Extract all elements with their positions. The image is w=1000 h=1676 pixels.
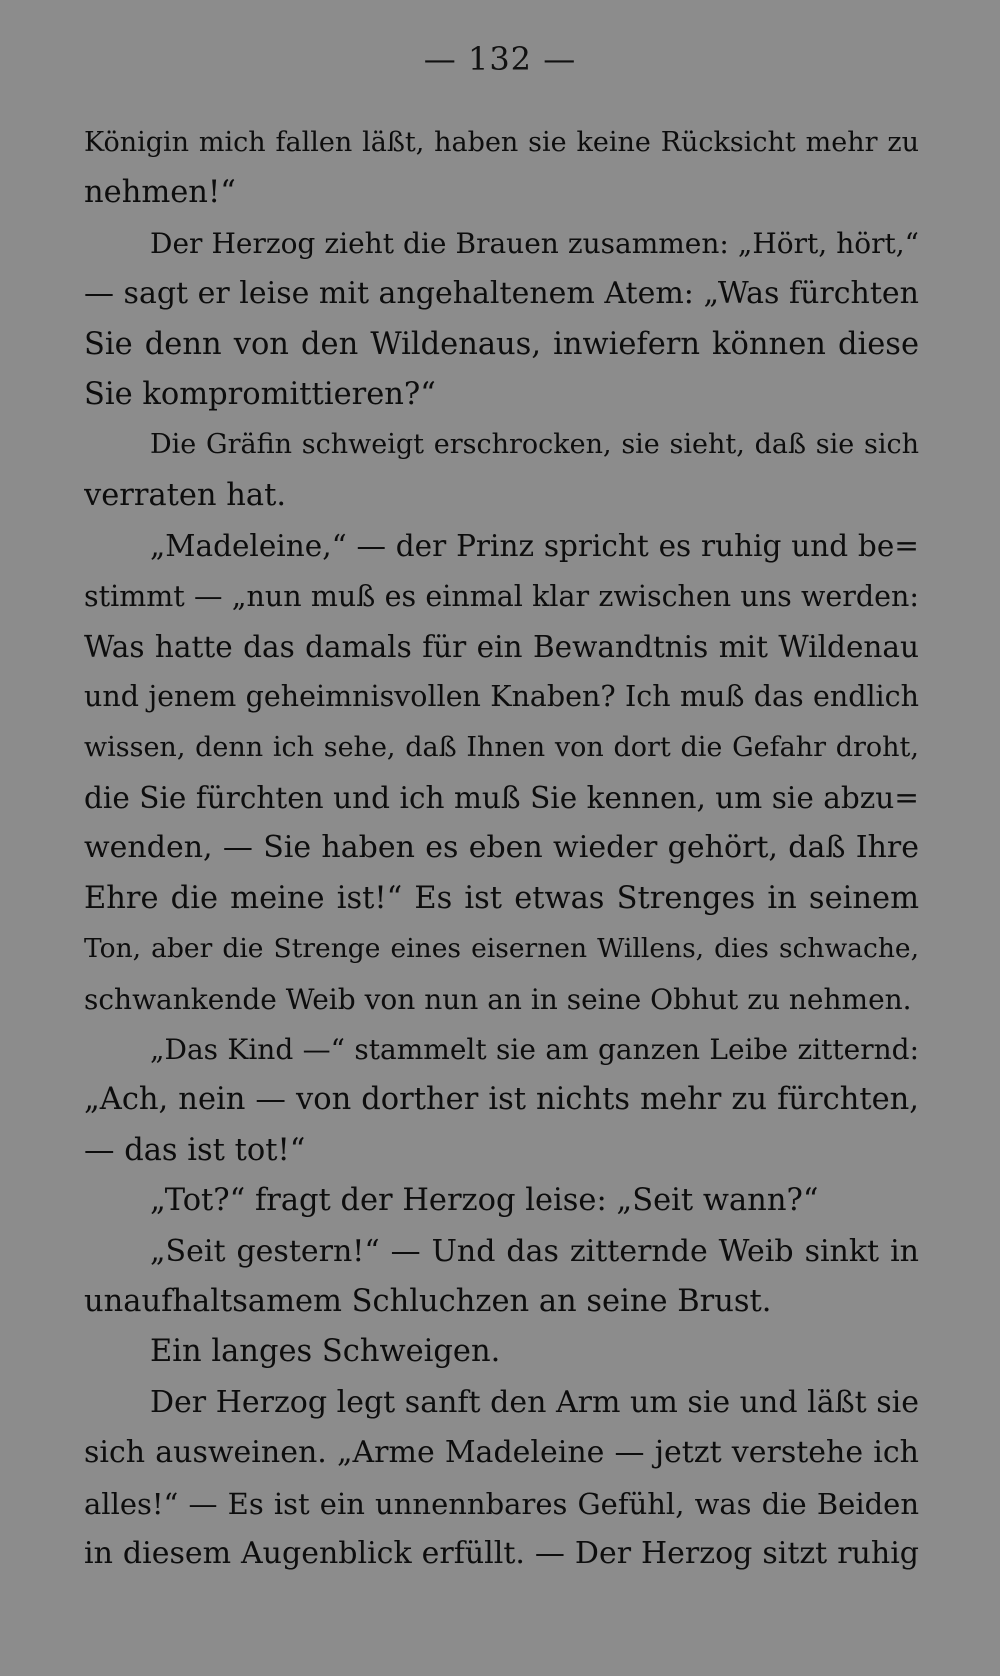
text-line: Ein langes Schweigen. <box>150 1334 501 1370</box>
text-line: „Madeleine,“ — der Prinz spricht es ruhig und be= <box>150 529 919 564</box>
text-line: wissen, denn ich sehe, daß Ihnen von dort die Gefahr droht, <box>84 731 919 763</box>
text-line: Königin mich fallen läßt, haben sie keine Rücksicht mehr zu <box>84 127 919 158</box>
text-line: Der Herzog zieht die Brauen zusammen: „Hört, hört,“ <box>150 226 919 260</box>
text-line: verraten hat. <box>84 477 287 513</box>
text-line: Ton, aber die Strenge eines eisernen Willens, dies schwache, <box>84 933 919 965</box>
text-line: stimmt — „nun muß es einmal klar zwischen uns werden: <box>84 579 919 613</box>
text-line: „Das Kind —“ stammelt sie am ganzen Leibe zitternd: <box>150 1033 919 1067</box>
page-text <box>84 118 919 1579</box>
text-line: Die Gräfin schweigt erschrocken, sie sieht, daß sie sich <box>150 429 919 461</box>
text-line: und jenem geheimnisvollen Knaben? Ich muß das endlich <box>84 680 919 714</box>
text-line: „Ach, nein — von dorther ist nichts mehr zu fürchten, <box>84 1082 919 1118</box>
text-line: — sagt er leise mit angehaltenem Atem: „Was fürchten <box>84 276 919 312</box>
page-number: — 132 — <box>423 40 577 78</box>
text-line: nehmen!“ <box>84 175 236 211</box>
text-line: — das ist tot!“ <box>84 1132 306 1168</box>
text-line: Der Herzog legt sanft den Arm um sie und läßt sie <box>150 1384 919 1420</box>
text-line: Was hatte das damals für ein Bewandtnis mit Wildenau <box>84 629 919 664</box>
text-line: in diesem Augenblick erfüllt. — Der Herzog sitzt ruhig <box>84 1535 919 1571</box>
text-line: alles!“ — Es ist ein unnennbares Gefühl, was die Beiden <box>84 1486 919 1521</box>
text-line: wenden, — Sie haben es eben wieder gehört, daß Ihre <box>84 830 919 866</box>
text-line: schwankende Weib von nun an in seine Obhut zu nehmen. <box>84 982 912 1016</box>
text-line: unaufhaltsamem Schluchzen an seine Brust. <box>84 1283 772 1319</box>
text-line: „Seit gestern!“ — Und das zitternde Weib sinkt in <box>150 1233 919 1269</box>
text-line: „Tot?“ fragt der Herzog leise: „Seit wann?“ <box>150 1183 819 1219</box>
text-line: sich ausweinen. „Arme Madeleine — jetzt verstehe ich <box>84 1435 919 1471</box>
text-line: Sie kompromittieren?“ <box>84 376 436 412</box>
text-line: die Sie fürchten und ich muß Sie kennen, um sie abzu= <box>84 781 919 816</box>
text-line: Ehre die meine ist!“ Es ist etwas Strenges in seinem <box>84 880 919 916</box>
text-line: Sie denn von den Wildenaus, inwiefern können diese <box>84 326 919 362</box>
